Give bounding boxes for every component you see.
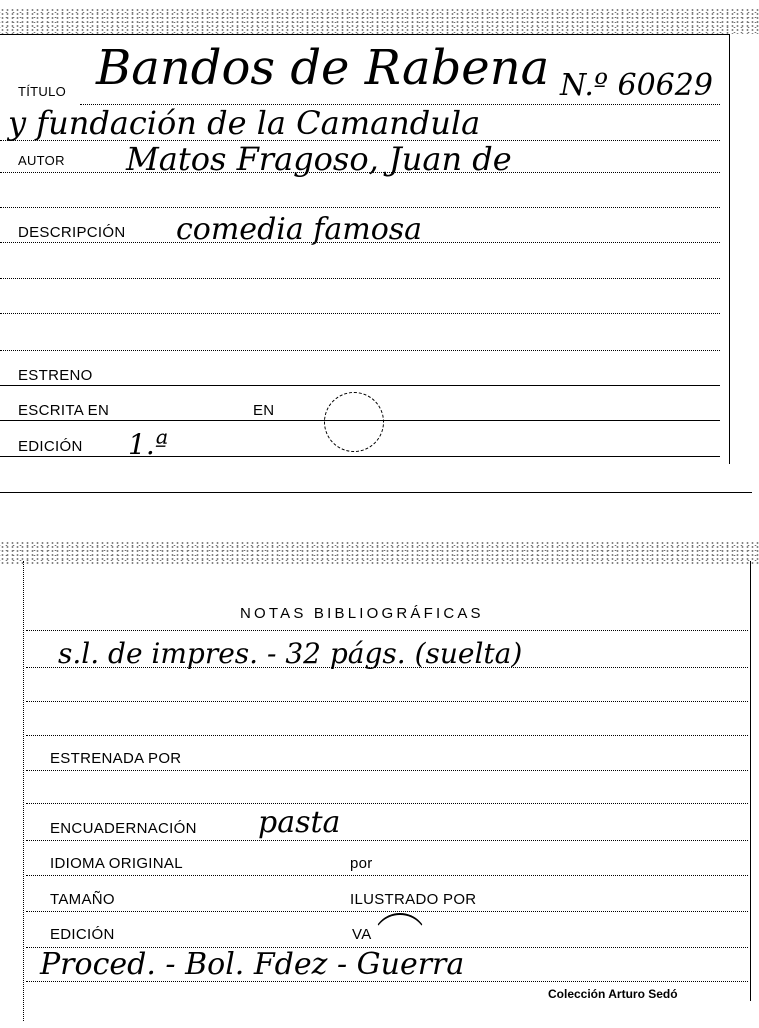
edicion-line — [0, 456, 720, 457]
blank-line-1 — [0, 207, 720, 208]
edicion2-label: EDICIÓN — [50, 926, 115, 943]
scan-noise-top — [0, 8, 759, 34]
tamano-label: TAMAÑO — [50, 891, 115, 908]
valor-label: VA — [352, 926, 372, 943]
notas-heading: NOTAS BIBLIOGRÁFICAS — [240, 605, 484, 622]
card-bottom-edge — [0, 492, 752, 493]
card-right-border — [729, 34, 730, 464]
card2-right-border — [750, 561, 751, 1001]
edicion-handwriting: 1.ª — [128, 428, 169, 461]
en-label: EN — [253, 402, 275, 419]
blank-line-5 — [26, 803, 748, 804]
estreno-label: ESTRENO — [18, 367, 93, 384]
notas-line-2 — [26, 701, 748, 702]
titulo-handwriting-line1: Bandos de Rabena — [96, 40, 550, 96]
por-label: por — [350, 855, 373, 872]
card-top-border — [0, 34, 729, 35]
catalog-card-bottom — [0, 535, 759, 1028]
estreno-line — [0, 385, 720, 386]
escrita-en-label: ESCRITA EN — [18, 402, 110, 419]
edicion-label: EDICIÓN — [18, 438, 83, 455]
autor-label: AUTOR — [18, 153, 65, 168]
encuadernacion-line — [26, 840, 748, 841]
titulo-handwriting-line2: y fundación de la Camandula — [8, 104, 481, 142]
encuadernacion-handwriting: pasta — [258, 805, 341, 840]
autor-handwriting: Matos Fragoso, Juan de — [126, 140, 512, 178]
titulo-label: TÍTULO — [18, 84, 67, 99]
descripcion-handwriting: comedia famosa — [176, 212, 423, 247]
blank-line-2 — [0, 278, 720, 279]
estrenada-por-line — [26, 770, 748, 771]
collection-credit: Colección Arturo Sedó — [548, 987, 678, 1001]
autor-line — [0, 172, 720, 173]
blank-line-3 — [0, 313, 720, 314]
notas-line-0 — [26, 630, 748, 631]
descripcion-label: DESCRIPCIÓN — [18, 224, 126, 241]
idioma-line — [26, 875, 748, 876]
procedencia-line — [26, 981, 748, 982]
procedencia-handwriting: Proced. - Bol. Fdez - Guerra — [40, 947, 465, 982]
descripcion-line — [0, 242, 720, 243]
estrenada-por-label: ESTRENADA POR — [50, 750, 182, 767]
numero-handwriting: N.º 60629 — [560, 68, 713, 103]
scan-noise-bottom — [0, 541, 759, 565]
idioma-original-label: IDIOMA ORIGINAL — [50, 855, 183, 872]
ilustrado-por-label: ILUSTRADO POR — [350, 891, 477, 908]
tamano-line — [26, 911, 748, 912]
encuadernacion-label: ENCUADERNACIÓN — [50, 820, 197, 837]
notas-line-3 — [26, 735, 748, 736]
catalog-card-top — [0, 0, 759, 495]
notas-line-1 — [26, 667, 748, 668]
escrita-en-line — [0, 420, 720, 421]
library-stamp-circle — [324, 392, 384, 452]
card2-left-border — [23, 561, 24, 1021]
blank-line-4 — [0, 350, 720, 351]
notas-handwriting: s.l. de impres. - 32 págs. (suelta) — [58, 637, 523, 670]
